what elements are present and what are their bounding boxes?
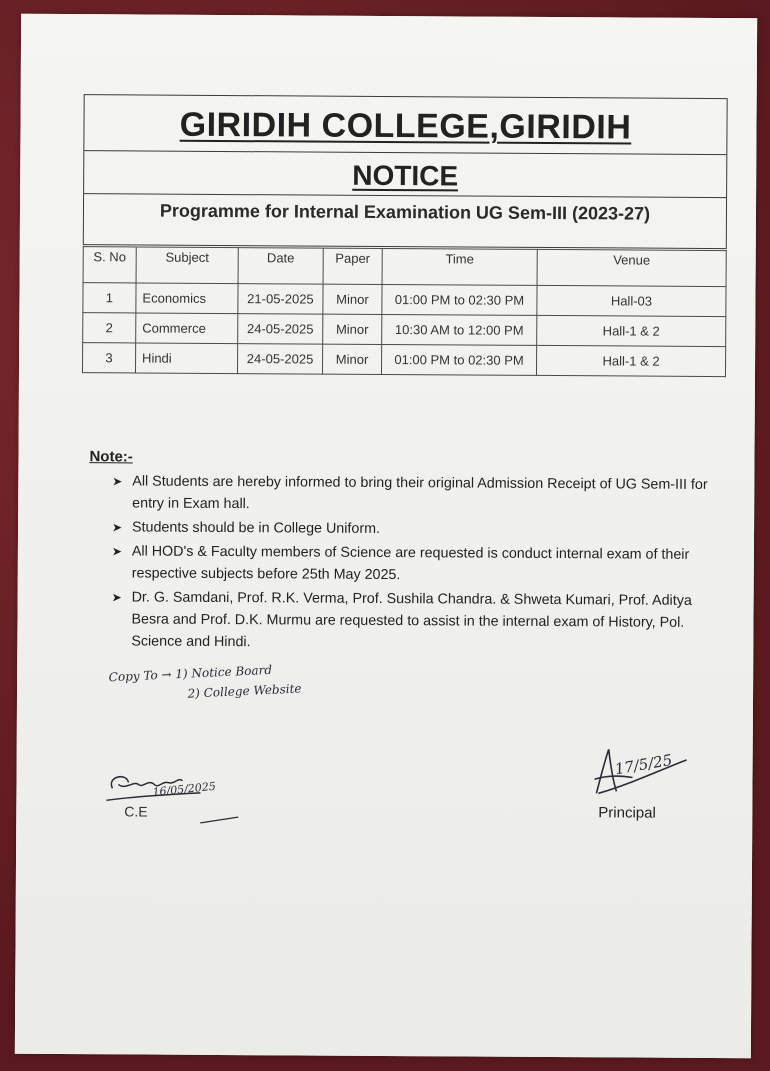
cell-date: 21-05-2025: [238, 284, 323, 315]
column-header-date: Date: [238, 248, 323, 285]
arrow-bullet-icon: ➤: [111, 544, 123, 559]
list-item: [112, 470, 732, 518]
cell-date: 24-05-2025: [237, 344, 322, 375]
cell-time: 01:00 PM to 02:30 PM: [381, 344, 536, 375]
list-item: [112, 540, 732, 588]
note-text: Dr. G. Samdani, Prof. R.K. Verma, Prof. Sushila Chandra. & Shweta Kumari, Prof. Aditya Besra and Prof. D.K. Murmu are requested to assist in the internal exam of History, Pol. Science and Hindi.: [131, 589, 692, 651]
column-header-sno: S. No: [83, 247, 136, 283]
principal-date-handwriting: 17/5/25: [613, 750, 674, 779]
cell-venue: Hall-03: [537, 285, 726, 316]
cell-venue: Hall-1 & 2: [536, 345, 725, 376]
list-item: [112, 516, 732, 542]
arrow-bullet-icon: ➤: [112, 520, 123, 535]
cell-paper: Minor: [323, 284, 382, 314]
cell-time: 10:30 AM to 12:00 PM: [382, 314, 537, 345]
cell-paper: Minor: [323, 314, 382, 344]
principal-label: Principal: [598, 804, 656, 822]
notice-paper: [15, 14, 757, 1058]
note-title: Note:-: [89, 448, 133, 466]
copy-to-handwriting: [108, 658, 302, 707]
column-header-time: Time: [382, 248, 537, 285]
note-text: Students should be in College Uniform.: [131, 519, 381, 537]
note-list: [111, 470, 732, 658]
college-title: GIRIDIH COLLEGE,GIRIDIH: [84, 95, 726, 155]
cell-paper: Minor: [322, 344, 381, 374]
table-row: [83, 313, 726, 347]
ce-date-handwriting: 16/05/2025: [151, 779, 217, 799]
column-header-paper: Paper: [323, 248, 382, 284]
cell-date: 24-05-2025: [238, 314, 323, 345]
list-item: [111, 586, 731, 656]
column-header-subject: Subject: [136, 247, 238, 284]
arrow-bullet-icon: ➤: [112, 474, 123, 489]
header-box: [83, 94, 728, 249]
copy-to-line2: 2) College Website: [187, 681, 302, 701]
cell-sno: 1: [83, 283, 136, 313]
note-text: All Students are hereby informed to bring their original Admission Receipt of UG Sem-III for entry in Exam hall.: [132, 473, 708, 513]
column-header-venue: Venue: [537, 249, 726, 286]
exam-schedule-table: [82, 246, 727, 377]
cell-subject: Economics: [136, 283, 238, 314]
cell-time: 01:00 PM to 02:30 PM: [382, 284, 537, 315]
notice-heading: NOTICE: [84, 151, 726, 198]
arrow-bullet-icon: ➤: [111, 590, 122, 605]
cell-sno: 2: [83, 313, 136, 343]
programme-title: Programme for Internal Examination UG Sem-III (2023-27): [159, 200, 651, 224]
cell-venue: Hall-1 & 2: [537, 315, 726, 346]
table-row: [82, 343, 725, 377]
cell-subject: Hindi: [135, 343, 237, 374]
table-header-row: [83, 247, 726, 287]
cell-sno: 3: [82, 343, 135, 373]
cell-subject: Commerce: [136, 313, 238, 344]
ce-label: C.E: [124, 803, 148, 820]
table-row: [83, 283, 726, 317]
copy-to-line1: Copy To → 1) Notice Board: [108, 662, 273, 685]
note-text: All HOD's & Faculty members of Science are requested is conduct internal exam of their respective subjects before 25th May 2025.: [131, 543, 690, 584]
